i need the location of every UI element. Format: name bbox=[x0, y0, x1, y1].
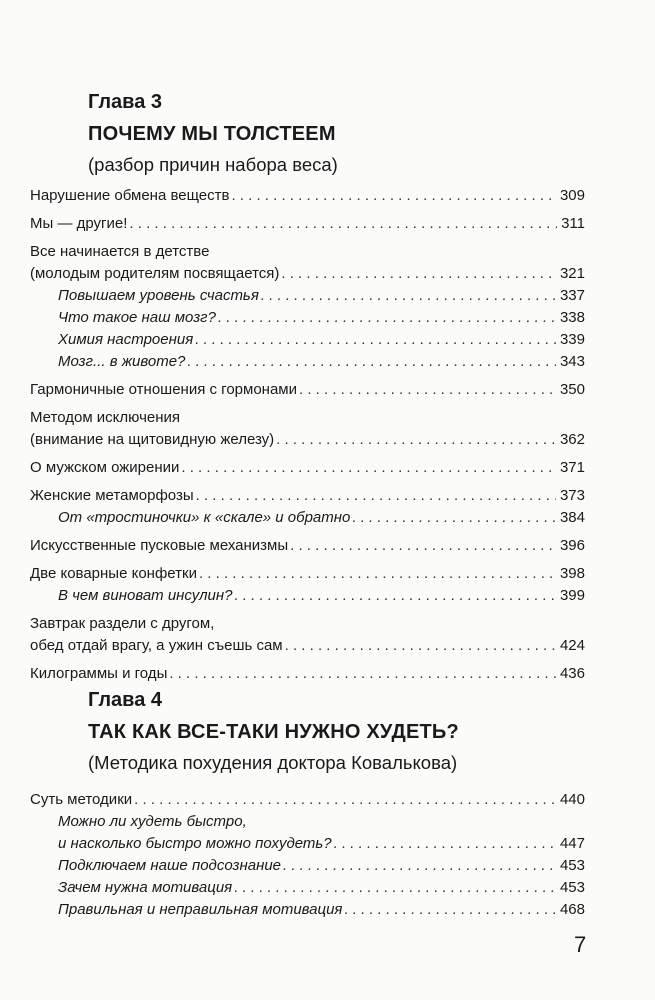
toc-leader-dots bbox=[290, 535, 556, 557]
toc-entry-title: Мозг... в животе? bbox=[58, 353, 186, 370]
toc-entry bbox=[30, 535, 585, 557]
toc-subentry bbox=[30, 585, 585, 607]
chapter-4-heading bbox=[88, 688, 459, 774]
chapter-3-subtitle: (разбор причин набора веса) bbox=[88, 154, 338, 175]
toc-page-number: 453 bbox=[559, 879, 585, 896]
toc-entry-title: Зачем нужна мотивация bbox=[58, 879, 233, 896]
toc-leader-dots bbox=[181, 457, 556, 479]
toc-leader-dots bbox=[234, 877, 556, 899]
toc-entry bbox=[30, 185, 585, 207]
toc-leader-dots bbox=[199, 563, 556, 585]
toc-leader-dots bbox=[195, 329, 556, 351]
toc-leader-dots bbox=[281, 263, 556, 285]
toc-entry-title: Мы — другие! bbox=[30, 215, 128, 232]
toc-entry bbox=[30, 457, 585, 479]
toc-leader-dots bbox=[134, 789, 556, 811]
chapter-4-subtitle: (Методика похудения доктора Ковалькова) bbox=[88, 752, 458, 773]
page-number: 7 bbox=[574, 932, 587, 957]
toc-leader-dots bbox=[299, 379, 556, 401]
toc-subentry bbox=[30, 351, 585, 373]
toc-entry-title: Килограммы и годы bbox=[30, 665, 168, 682]
toc-entry-title: Нарушение обмена веществ bbox=[30, 187, 230, 204]
toc-entry bbox=[30, 563, 585, 585]
chapter-4-contents bbox=[30, 789, 585, 921]
toc-entry bbox=[30, 407, 585, 451]
toc-entry-title: От «тростиночки» к «скале» и обратно bbox=[58, 509, 351, 526]
toc-leader-dots bbox=[352, 507, 556, 529]
toc-leader-dots bbox=[334, 833, 556, 855]
toc-subentry bbox=[30, 329, 585, 351]
toc-leader-dots bbox=[261, 285, 556, 307]
toc-page-number: 362 bbox=[559, 431, 585, 448]
toc-page-number: 339 bbox=[559, 331, 585, 348]
toc-entry-title: обед отдай врагу, а ужин съешь сам bbox=[30, 637, 283, 654]
chapter-3-heading bbox=[88, 90, 338, 176]
toc-page-number: 321 bbox=[559, 265, 585, 282]
toc-page-number: 384 bbox=[559, 509, 585, 526]
toc-entry-title: Что такое наш мозг? bbox=[58, 309, 216, 326]
toc-page-number: 468 bbox=[559, 901, 585, 918]
toc-entry-title: Методом исключения bbox=[30, 409, 181, 426]
toc-entry-title: Гармоничные отношения с гормонами bbox=[30, 381, 297, 398]
chapter-4-number: Глава 4 bbox=[88, 689, 163, 711]
toc-entry-title: Подключаем наше подсознание bbox=[58, 857, 282, 874]
toc-entry-title: Повышаем уровень счастья bbox=[58, 287, 259, 304]
toc-leader-dots bbox=[344, 899, 556, 921]
toc-page-number: 373 bbox=[559, 487, 585, 504]
toc-entry-title: Химия настроения bbox=[58, 331, 194, 348]
toc-page-number: 350 bbox=[559, 381, 585, 398]
chapter-4-title: ТАК КАК ВСЕ-ТАКИ НУЖНО ХУДЕТЬ? bbox=[88, 721, 459, 743]
toc-entry bbox=[30, 485, 585, 507]
toc-entry-title: (внимание на щитовидную железу) bbox=[30, 431, 275, 448]
toc-page-number: 338 bbox=[559, 309, 585, 326]
toc-page-number: 440 bbox=[559, 791, 585, 808]
toc-entry-title: О мужском ожирении bbox=[30, 459, 180, 476]
toc-entry-title: В чем виноват инсулин? bbox=[58, 587, 233, 604]
toc-entry-title: Все начинается в детстве bbox=[30, 243, 210, 260]
toc-subentry bbox=[30, 877, 585, 899]
toc-subentry bbox=[30, 811, 585, 855]
toc-entry-title: Можно ли худеть быстро, bbox=[58, 813, 247, 830]
toc-leader-dots bbox=[187, 351, 556, 373]
toc-entry-title: (молодым родителям посвящается) bbox=[30, 265, 280, 282]
toc-page-number: 436 bbox=[559, 665, 585, 682]
toc-entry bbox=[30, 213, 585, 235]
toc-entry-title: Завтрак раздели с другом, bbox=[30, 615, 215, 632]
toc-leader-dots bbox=[283, 855, 556, 877]
toc-subentry bbox=[30, 899, 585, 921]
toc-subentry bbox=[30, 855, 585, 877]
toc-entry bbox=[30, 241, 585, 285]
toc-entry-title: Суть методики bbox=[30, 791, 133, 808]
toc-entry bbox=[30, 789, 585, 811]
chapter-3-title: ПОЧЕМУ МЫ ТОЛСТЕЕМ bbox=[88, 123, 336, 145]
toc-subentry bbox=[30, 507, 585, 529]
toc-subentry bbox=[30, 285, 585, 307]
toc-entry bbox=[30, 663, 585, 685]
chapter-3-number: Глава 3 bbox=[88, 91, 163, 113]
toc-page-number: 396 bbox=[559, 537, 585, 554]
toc-page-number: 424 bbox=[559, 637, 585, 654]
toc-page-number: 311 bbox=[561, 215, 585, 232]
toc-page-number: 398 bbox=[559, 565, 585, 582]
toc-entry-title: Правильная и неправильная мотивация bbox=[58, 901, 343, 918]
toc-page-number: 453 bbox=[559, 857, 585, 874]
toc-page-number: 371 bbox=[559, 459, 585, 476]
toc-entry bbox=[30, 613, 585, 657]
toc-leader-dots bbox=[235, 585, 556, 607]
toc-leader-dots bbox=[231, 185, 556, 207]
toc-page-number: 309 bbox=[559, 187, 585, 204]
toc-page-number: 447 bbox=[559, 835, 585, 852]
toc-entry-title: Две коварные конфетки bbox=[30, 565, 197, 582]
toc-leader-dots bbox=[285, 635, 556, 657]
toc-leader-dots bbox=[129, 213, 557, 235]
toc-leader-dots bbox=[276, 429, 556, 451]
toc-leader-dots bbox=[196, 485, 556, 507]
toc-subentry bbox=[30, 307, 585, 329]
toc-page-number: 399 bbox=[559, 587, 585, 604]
toc-leader-dots bbox=[169, 663, 556, 685]
toc-page-number: 343 bbox=[559, 353, 585, 370]
toc-leader-dots bbox=[218, 307, 556, 329]
chapter-3-contents bbox=[30, 185, 585, 685]
toc-entry bbox=[30, 379, 585, 401]
toc-entry-title: Искусственные пусковые механизмы bbox=[30, 537, 289, 554]
toc-entry-title: и насколько быстро можно похудеть? bbox=[58, 835, 332, 852]
toc-entry-title: Женские метаморфозы bbox=[30, 487, 194, 504]
toc-page-number: 337 bbox=[559, 287, 585, 304]
